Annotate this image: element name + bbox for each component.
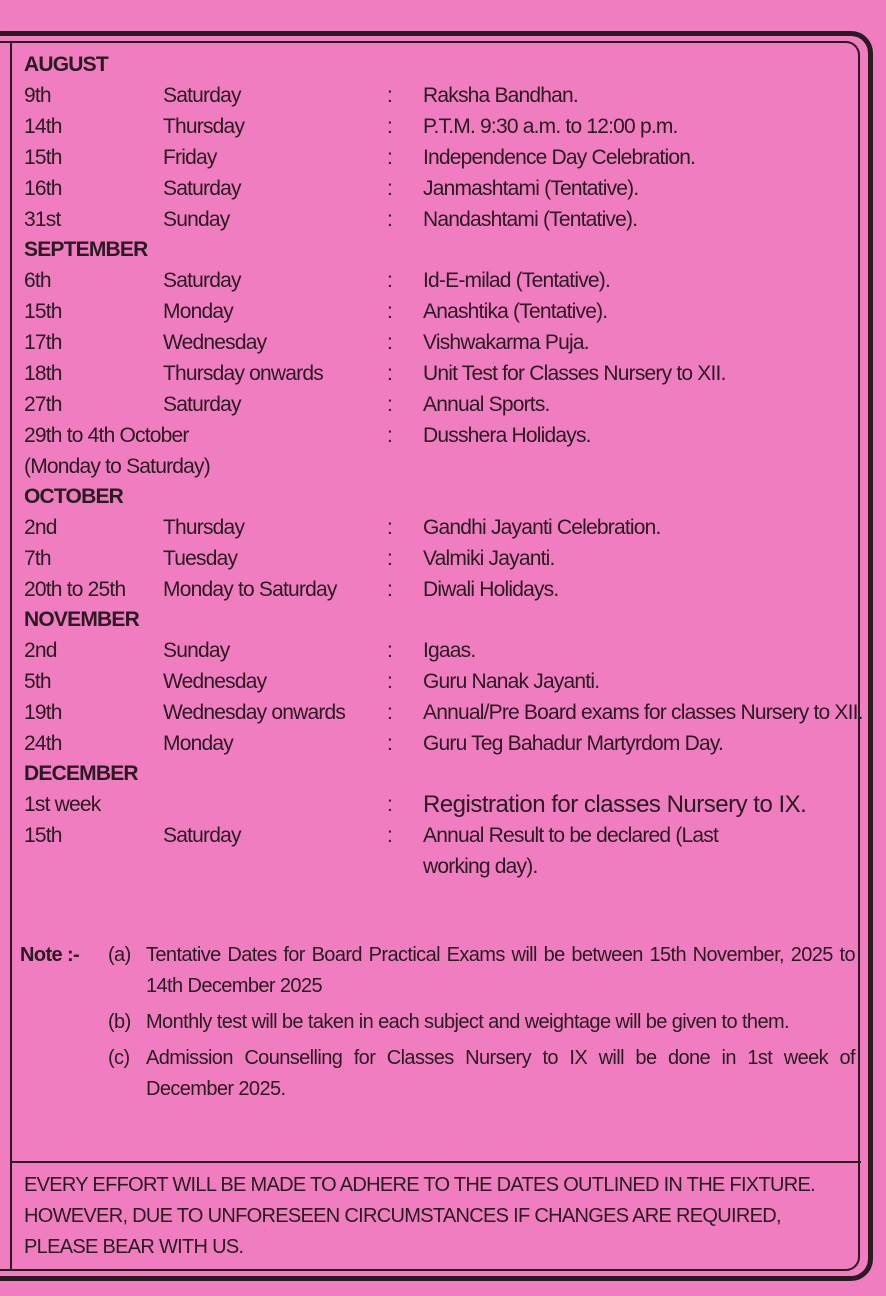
event-row [24,512,864,543]
event-row [24,173,864,204]
note-letter: (b) [108,1011,131,1033]
note-item [20,940,855,1002]
event-day: Sunday [163,208,230,231]
event-date: 2nd [24,516,57,539]
event-day: Saturday [163,177,241,200]
note-letter: (c) [108,1047,130,1069]
event-row [24,111,864,142]
separator: : [387,208,393,231]
event-description: Annual Sports. [423,393,550,416]
event-row [24,728,864,759]
separator: : [387,793,393,816]
event-description: Valmiki Jayanti. [423,547,555,570]
event-row [24,265,864,296]
separator: : [387,701,393,724]
event-day: Saturday [163,393,241,416]
month-heading-december: DECEMBER [24,762,138,785]
event-date: 20th to 25th [24,578,126,601]
event-day: Wednesday onwards [163,701,346,724]
separator: : [387,393,393,416]
event-description: Raksha Bandhan. [423,84,578,107]
note-label: Note :- [20,944,80,966]
separator: : [387,331,393,354]
separator: : [387,115,393,138]
note-text: Admission Counselling for Classes Nursery to IX will be done in 1st week of December 2025. [146,1047,855,1100]
event-row [24,789,864,820]
event-row [24,80,864,111]
footer-divider [10,1161,861,1163]
event-description: Dusshera Holidays. [423,424,591,447]
note-item [20,1007,855,1038]
event-description: Diwali Holidays. [423,578,559,601]
event-row [24,420,864,451]
event-date: 15th [24,146,62,169]
event-date: 1st week [24,793,101,816]
separator: : [387,516,393,539]
event-description: Unit Test for Classes Nursery to XII. [423,362,726,385]
event-date: 7th [24,547,51,570]
event-day: Sunday [163,639,230,662]
separator: : [387,732,393,755]
event-row [24,296,864,327]
event-row [24,358,864,389]
event-description: Vishwakarma Puja. [423,331,589,354]
event-date: 17th [24,331,62,354]
event-row-continuation [24,451,864,482]
event-row [24,543,864,574]
event-description: Nandashtami (Tentative). [423,208,638,231]
separator: : [387,177,393,200]
event-date: 29th to 4th October [24,424,189,447]
separator: : [387,146,393,169]
event-day: Saturday [163,269,241,292]
event-date: 9th [24,84,51,107]
month-heading-october: OCTOBER [24,485,124,508]
month-heading-august: AUGUST [24,53,108,76]
event-day: Thursday [163,516,245,539]
event-row [24,389,864,420]
note-item [20,1043,855,1105]
event-date: 18th [24,362,62,385]
event-description: Independence Day Celebration. [423,146,696,169]
separator: : [387,824,393,847]
separator: : [387,300,393,323]
separator: : [387,424,393,447]
event-date: 15th [24,824,62,847]
separator: : [387,84,393,107]
event-day: Friday [163,146,217,169]
event-description: P.T.M. 9:30 a.m. to 12:00 p.m. [423,115,678,138]
event-day: Monday [163,300,233,323]
event-day: Monday to Saturday [163,578,337,601]
notes-section [20,940,855,1110]
event-description: Anashtika (Tentative). [423,300,608,323]
event-day: Saturday [163,84,241,107]
event-row [24,327,864,358]
event-day: Saturday [163,824,241,847]
separator: : [387,578,393,601]
separator: : [387,639,393,662]
event-row [24,666,864,697]
event-description: Registration for classes Nursery to IX. [423,791,807,818]
event-date: 16th [24,177,62,200]
event-date: 14th [24,115,62,138]
footer-disclaimer: EVERY EFFORT WILL BE MADE TO ADHERE TO THE DATES OUTLINED IN THE FIXTURE. HOWEVER, DUE TO UNFORESEEN CIRCUMSTANCES IF CHANGES ARE REQUIRED, PLEASE BEAR WITH US. [24,1174,815,1258]
event-description: Gandhi Jayanti Celebration. [423,516,661,539]
note-text: Monthly test will be taken in each subject and weightage will be given to them. [146,1011,789,1033]
event-description: Annual Result to be declared (Last working day). [423,824,718,878]
event-description: Annual/Pre Board exams for classes Nursery to XII. [423,701,863,724]
event-day: Monday [163,732,233,755]
note-text: Tentative Dates for Board Practical Exams will be between 15th November, 2025 to 14th December 2025 [146,944,855,997]
event-description: Guru Nanak Jayanti. [423,670,600,693]
event-day: Wednesday [163,670,267,693]
month-heading-november: NOVEMBER [24,608,139,631]
event-row [24,142,864,173]
event-row [24,204,864,235]
event-date: 31st [24,208,61,231]
event-day: Thursday [163,115,245,138]
event-day: Tuesday [163,547,238,570]
separator: : [387,362,393,385]
month-heading-september: SEPTEMBER [24,238,148,261]
event-description: Janmashtami (Tentative). [423,177,639,200]
separator: : [387,269,393,292]
separator: : [387,547,393,570]
event-row [24,820,864,882]
event-date: 15th [24,300,62,323]
event-schedule [24,50,864,882]
event-date: 27th [24,393,62,416]
left-border-rule [10,42,12,1270]
event-date: 24th [24,732,62,755]
event-row [24,697,864,728]
event-date: 19th [24,701,62,724]
separator: : [387,670,393,693]
event-day: Thursday onwards [163,362,323,385]
event-row [24,574,864,605]
note-letter: (a) [108,944,131,966]
event-row [24,635,864,666]
event-description: Igaas. [423,639,476,662]
event-date: 2nd [24,639,57,662]
event-description: Guru Teg Bahadur Martyrdom Day. [423,732,724,755]
event-date-range-note: (Monday to Saturday) [24,455,210,478]
event-day: Wednesday [163,331,267,354]
event-date: 6th [24,269,51,292]
event-description: Id-E-milad (Tentative). [423,269,610,292]
event-date: 5th [24,670,51,693]
